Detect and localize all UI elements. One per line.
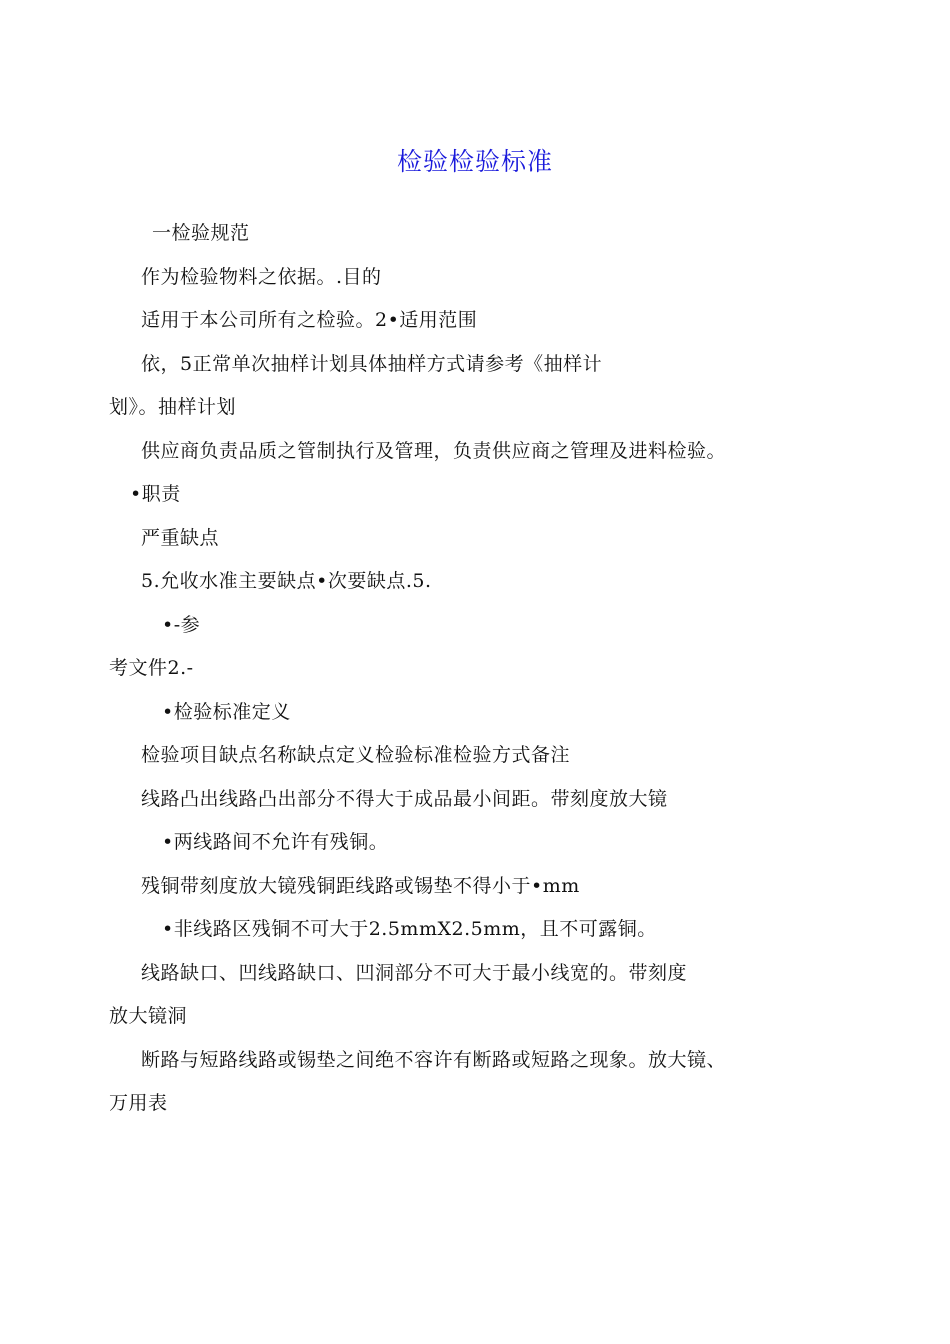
paragraph-line: 断路与短路线路或锡垫之间绝不容许有断路或短路之现象。放大镜、 [141,1049,727,1071]
paragraph-line: 作为检验物料之依据。.目的 [141,266,382,288]
paragraph-line: 依，5正常单次抽样计划具体抽样方式请参考《抽样计 [141,353,603,375]
paragraph-line: 适用于本公司所有之检验。2•适用范围 [141,309,478,331]
paragraph-line: 考文件2.- [109,657,194,679]
paragraph-line: 划》。抽样计划 [109,396,237,418]
paragraph-line: 线路凸出线路凸出部分不得大于成品最小间距。带刻度放大镜 [141,788,668,810]
paragraph-line: 万用表 [109,1092,168,1114]
paragraph-line: 残铜带刻度放大镜残铜距线路或锡垫不得小于•mm [141,875,580,897]
section-heading-duties: •职责 [130,483,181,505]
paragraph-line: 供应商负责品质之管制执行及管理，负责供应商之管理及进料检验。 [141,440,727,462]
paragraph-line: 严重缺点 [141,527,220,549]
document-title: 检验检验标准 [396,147,553,176]
section-heading-standard-definition: •检验标准定义 [162,701,291,723]
paragraph-line: 放大镜洞 [109,1005,188,1027]
paragraph-line: •两线路间不允许有残铜。 [162,831,389,853]
paragraph-line: 5.允收水准主要缺点•次要缺点.5. [141,570,432,592]
section-heading-inspection-spec: 一检验规范 [152,222,250,244]
paragraph-line: 线路缺口、凹线路缺口、凹洞部分不可大于最小线宽的。带刻度 [141,962,688,984]
paragraph-line: •非线路区残铜不可大于2.5mmX2.5mm，且不可露铜。 [162,918,657,940]
paragraph-line: •-参 [162,614,201,636]
table-header-line: 检验项目缺点名称缺点定义检验标准检验方式备注 [141,744,571,766]
